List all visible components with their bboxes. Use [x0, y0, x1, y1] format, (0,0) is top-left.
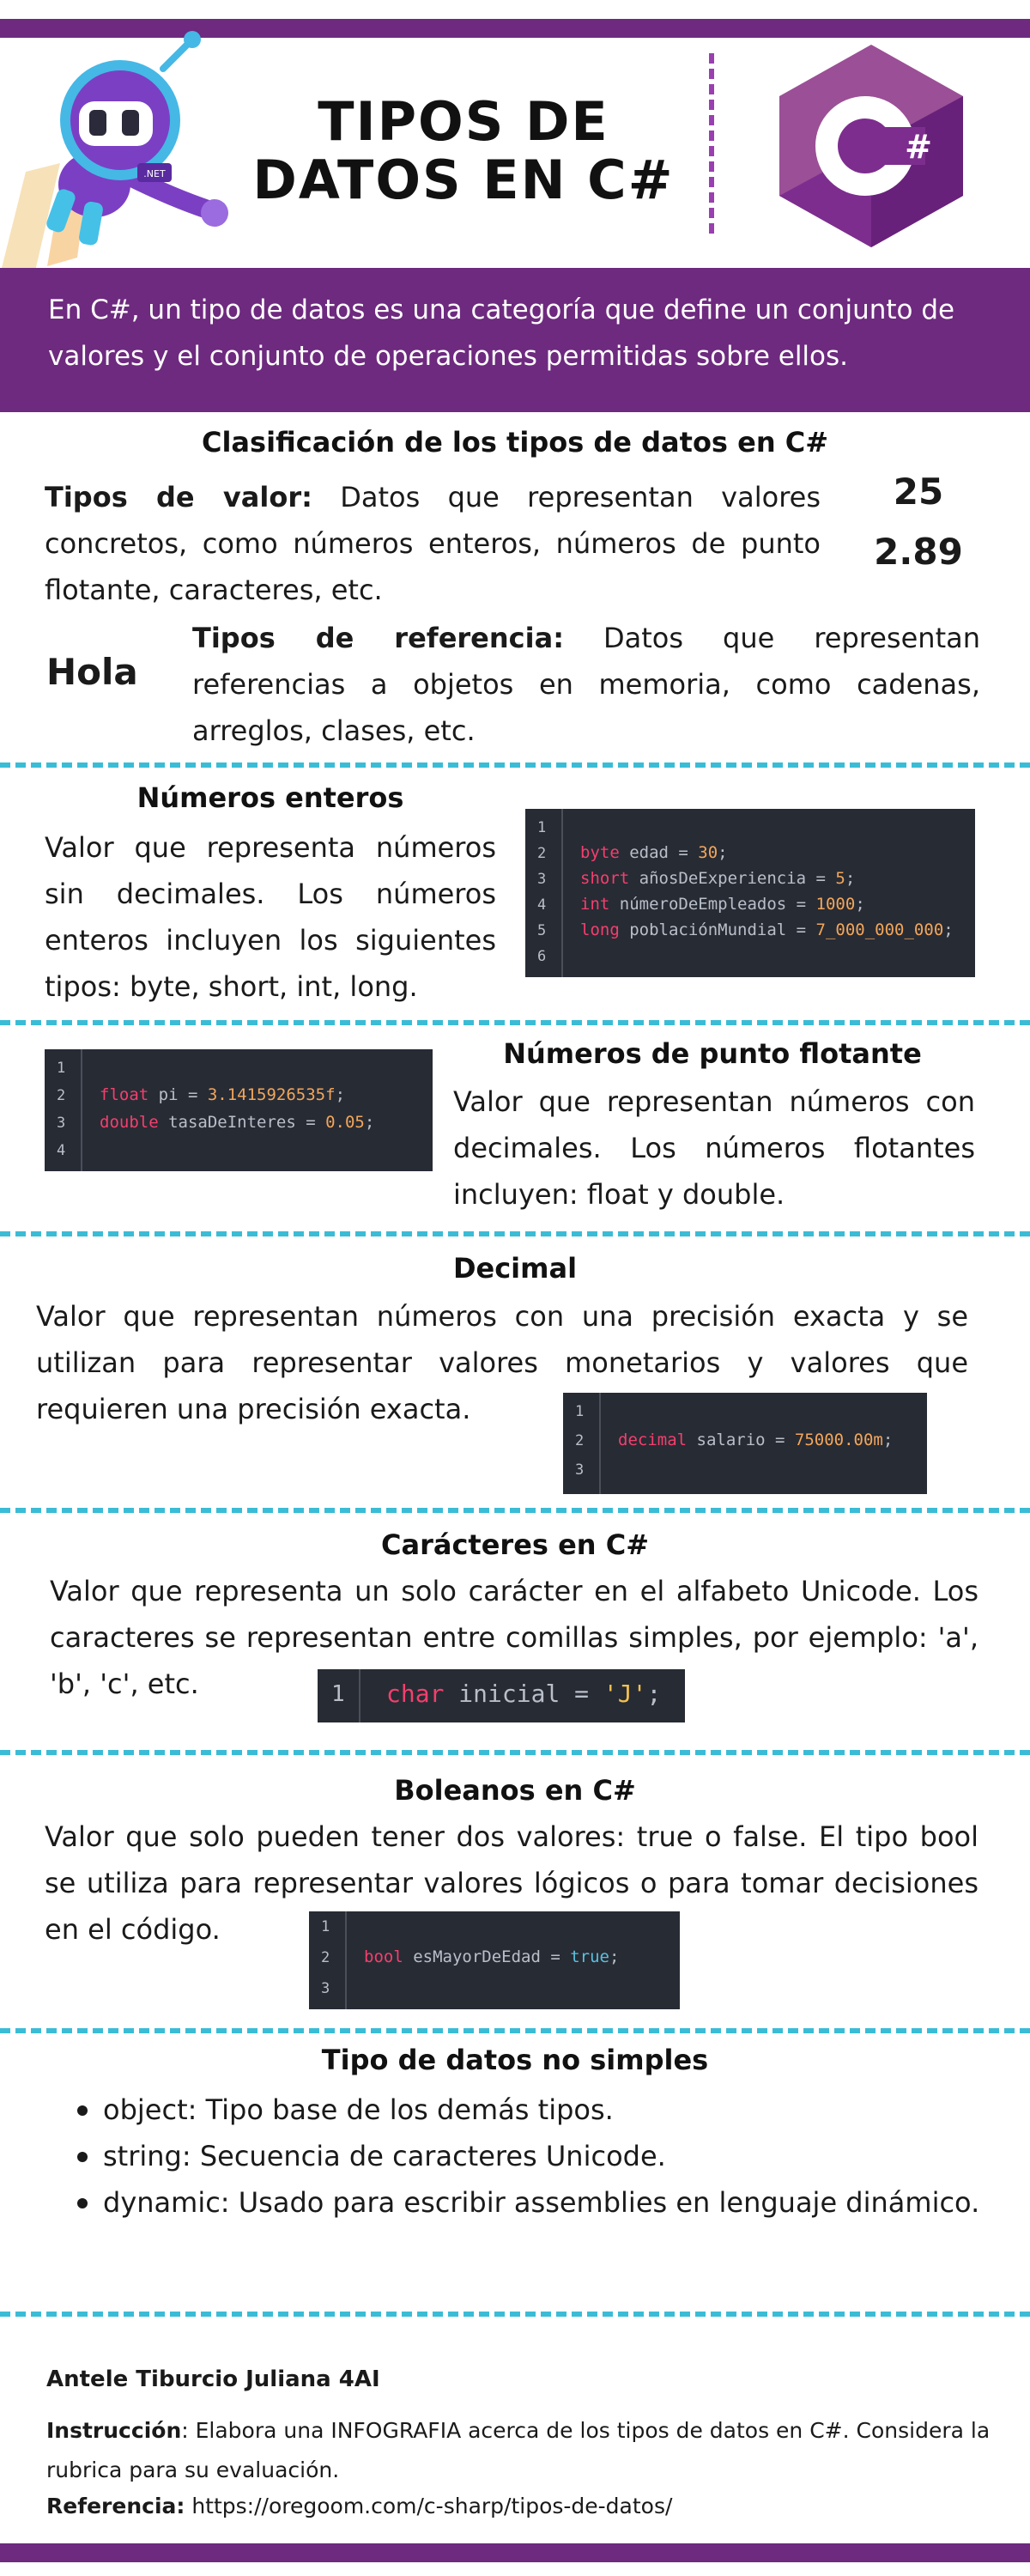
code-line: short añosDeExperiencia = 5;	[580, 869, 856, 888]
example-string: Hola	[46, 651, 138, 693]
title-divider	[709, 53, 714, 234]
line-number: 2	[575, 1432, 585, 1449]
line-number: 1	[321, 1918, 330, 1935]
line-number: 2	[321, 1949, 330, 1966]
line-number: 5	[537, 922, 547, 939]
non-simple-list	[74, 2087, 982, 2226]
reference-types-paragraph	[192, 615, 980, 754]
author: Antele Tiburcio Juliana 4AI	[46, 2366, 380, 2392]
code-line: int númeroDeEmpleados = 1000;	[580, 895, 865, 914]
classification-title: Clasificación de los tipos de datos en C#	[201, 426, 829, 459]
divider-7	[0, 2312, 1030, 2317]
divider-4	[0, 1508, 1030, 1513]
code-line: byte edad = 30;	[580, 843, 728, 862]
value-types-paragraph	[45, 474, 821, 613]
line-number: 1	[331, 1681, 345, 1707]
integers-title: Números enteros	[136, 781, 404, 814]
floats-title: Números de punto flotante	[503, 1037, 922, 1070]
value-types-text: Datos que representan valores concretos, como números enteros, números de punto flotante, caracteres, etc.	[45, 481, 821, 606]
example-float: 2.89	[874, 531, 963, 573]
divider-6	[0, 2028, 1030, 2033]
booleans-title: Boleanos en C#	[394, 1774, 636, 1807]
line-number: 3	[321, 1980, 330, 1997]
line-number: 3	[57, 1115, 66, 1132]
line-number: 3	[575, 1461, 585, 1479]
page-title	[240, 90, 687, 211]
reference	[46, 2494, 672, 2518]
integers-text: Valor que representa números sin decimales. Los números enteros incluyen los siguientes tipos: byte, short, int, long.	[45, 831, 496, 1003]
intro-banner	[0, 268, 1030, 412]
line-number: 6	[537, 948, 547, 965]
integers-code-block	[525, 809, 975, 977]
list-item: object: Tipo base de los demás tipos.	[74, 2087, 982, 2133]
instruction-text: : Elabora una INFOGRAFIA acerca de los tipos de datos en C#. Considera la rubrica para su evaluación.	[46, 2418, 991, 2482]
code-line: float pi = 3.1415926535f;	[100, 1085, 346, 1104]
floats-code-block	[45, 1049, 433, 1171]
title-line-1: TIPOS DE	[318, 90, 609, 153]
booleans-code-block	[309, 1911, 680, 2009]
line-number: 4	[537, 896, 547, 914]
line-number: 2	[57, 1087, 66, 1104]
instruction	[46, 2411, 1008, 2490]
title-line-2: DATOS EN C#	[252, 149, 675, 211]
example-int: 25	[893, 471, 944, 513]
floats-text: Valor que representan números con decimales. Los números flotantes incluyen: float y double.	[453, 1085, 975, 1211]
line-number: 2	[537, 845, 547, 862]
reference-types-text: Datos que representan referencias a objetos en memoria, como cadenas, arreglos, clases, etc.	[192, 622, 981, 747]
intro-text: En C#, un tipo de datos es una categoría que define un conjunto de valores y el conjunto de operaciones permitidas sobre ellos.	[48, 295, 955, 372]
chars-text: Valor que representa un solo carácter en el alfabeto Unicode. Los caracteres se representan entre comillas simples, por ejemplo: 'a', 'b', 'c', etc.	[50, 1575, 978, 1700]
bottom-bar	[0, 2543, 1030, 2562]
reference-types-label: Tipos de referencia:	[192, 622, 564, 654]
line-number: 4	[57, 1142, 66, 1159]
csharp-logo	[772, 43, 970, 249]
line-number: 3	[537, 871, 547, 888]
divider-3	[0, 1231, 1030, 1236]
list-item: string: Secuencia de caracteres Unicode.	[74, 2133, 982, 2179]
value-types-label: Tipos de valor:	[45, 481, 312, 513]
chars-title: Carácteres en C#	[380, 1528, 649, 1561]
dotnet-bot-mascot	[0, 26, 240, 275]
decimal-code-block	[563, 1393, 927, 1494]
line-number: 1	[575, 1403, 585, 1420]
non-simple-title: Tipo de datos no simples	[321, 2044, 709, 2076]
list-item: dynamic: Usado para escribir assemblies en lenguaje dinámico.	[74, 2179, 982, 2226]
booleans-text: Valor que solo pueden tener dos valores: true o false. El tipo bool se utiliza para representar valores lógicos o para tomar decisiones en el código.	[45, 1820, 978, 1946]
code-line: double tasaDeInteres = 0.05;	[100, 1113, 375, 1132]
decimal-title: Decimal	[452, 1252, 578, 1285]
chars-code-block	[318, 1669, 685, 1722]
line-number: 1	[537, 819, 547, 836]
code-line: char inicial = 'J';	[386, 1680, 662, 1708]
code-line: long poblaciónMundial = 7_000_000_000;	[580, 920, 954, 939]
code-line: bool esMayorDeEdad = true;	[364, 1947, 620, 1966]
decimal-text: Valor que representan números con una precisión exacta y se utilizan para representar valores monetarios y valores que requieren una precisión exacta.	[36, 1300, 968, 1425]
line-number: 1	[57, 1060, 66, 1077]
divider-5	[0, 1750, 1030, 1755]
divider-2	[0, 1020, 1030, 1025]
mascot-badge: .NET	[143, 168, 166, 179]
instruction-label: Instrucción	[46, 2418, 182, 2443]
csharp-logo-sharp: #	[905, 128, 932, 166]
code-line: decimal salario = 75000.00m;	[618, 1431, 894, 1449]
divider-1	[0, 762, 1030, 768]
reference-link[interactable]: https://oregoom.com/c-sharp/tipos-de-datos/	[185, 2494, 673, 2518]
reference-label: Referencia:	[46, 2494, 185, 2518]
